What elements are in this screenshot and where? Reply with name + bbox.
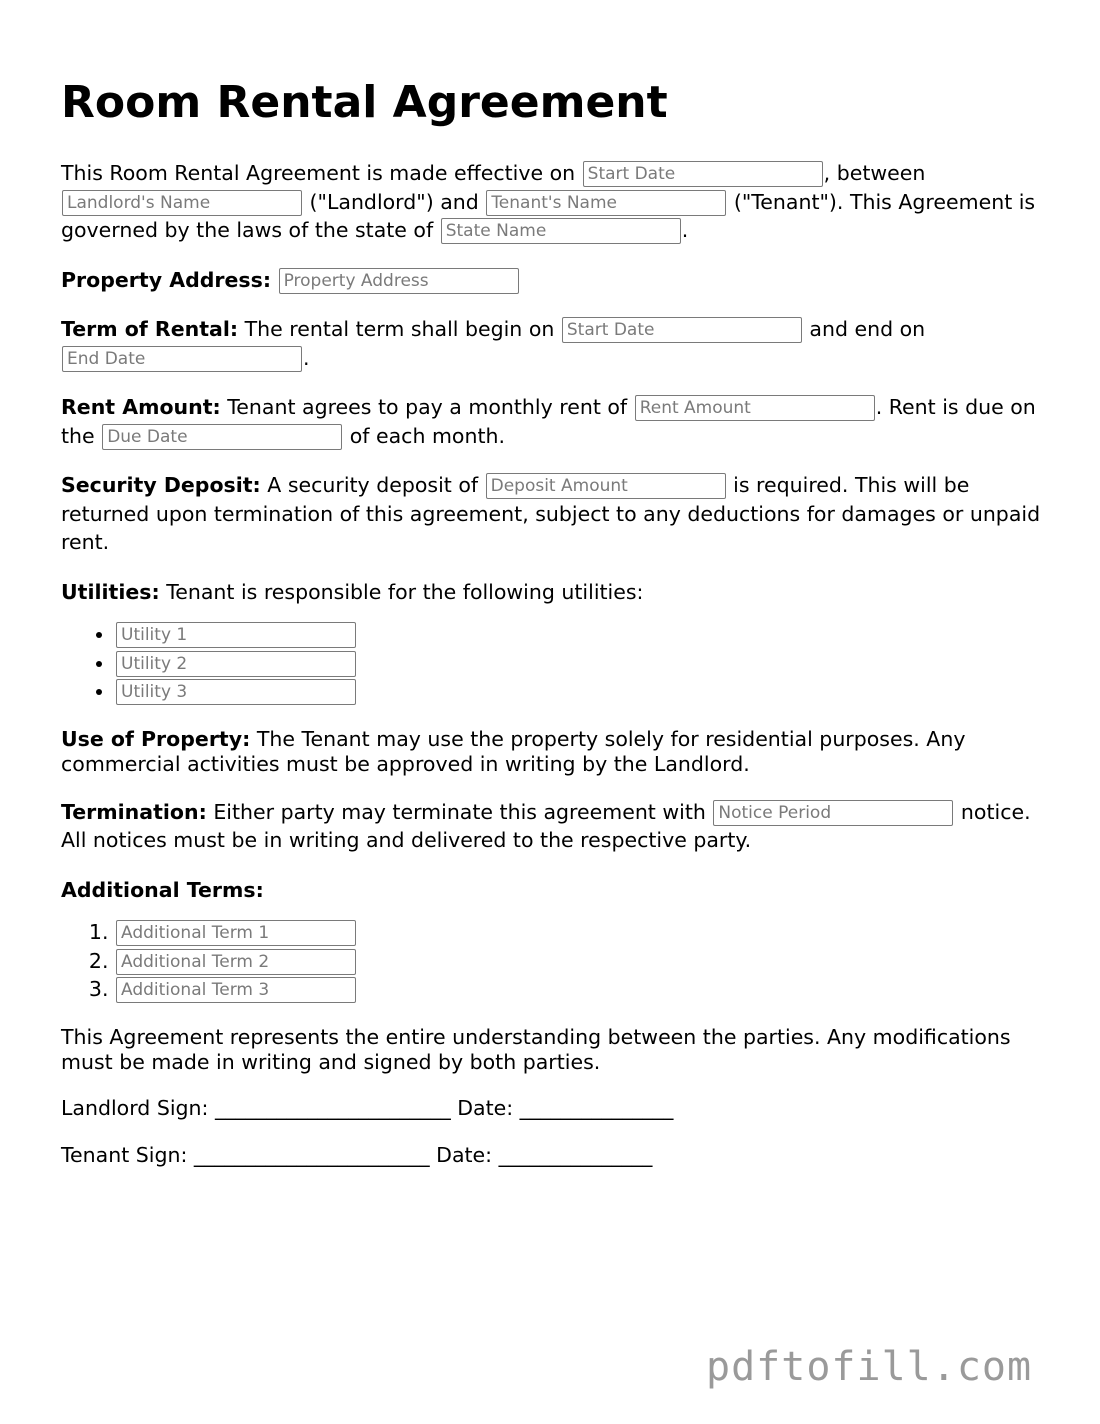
list-item [115, 975, 1046, 1004]
use-section: Use of Property: The Tenant may use the property solely for residential purposes. Any commercial activities must be approved in writing by the Landlord. [61, 726, 966, 776]
termination-label: Termination: [61, 799, 207, 824]
watermark: pdftofill.com [706, 1344, 1033, 1390]
additional-term-3-field[interactable] [116, 977, 356, 1003]
notice-period-field[interactable] [713, 800, 953, 826]
additional-terms-label: Additional Terms: [61, 877, 264, 902]
list-item [115, 620, 1046, 649]
additional-terms-section [61, 876, 1046, 905]
additional-term-2-field[interactable] [116, 949, 356, 975]
utilities-label: Utilities: [61, 579, 160, 604]
tenant-name-field[interactable] [486, 190, 726, 216]
list-item [115, 947, 1046, 976]
term-section: Term of Rental: The rental term shall begin on Start Date and end on End Date. [61, 315, 1046, 372]
list-item [115, 918, 1046, 947]
closing-paragraph: This Agreement represents the entire understanding between the parties. Any modifications must be made in writing and signed by both parties. [61, 1024, 1011, 1074]
use-label: Use of Property: [61, 726, 251, 751]
intro-paragraph: This Room Rental Agreement is made effective on Start Date , between Landlord's Name ("Landlord") and Tenant's Name ("Tenant"). This Agreement is governed by the laws of the state of State Name . [61, 159, 1046, 245]
landlord-signature-line: Landlord Sign: _______________________ Date: _______________ [61, 1095, 674, 1120]
utilities-list [61, 620, 1046, 706]
deposit-section: Security Deposit: A security deposit of Deposit Amount is required. This will be returned upon termination of this agreement, subject to any deductions for damages or unpaid rent. [61, 471, 1046, 557]
document-page [61, 74, 1046, 1170]
list-item [115, 677, 1046, 706]
utility-3-field[interactable] [116, 679, 356, 705]
deposit-label: Security Deposit: [61, 473, 261, 497]
deposit-amount-field[interactable] [486, 473, 726, 499]
term-start-date-field[interactable] [562, 317, 802, 343]
landlord-name-field[interactable] [62, 190, 302, 216]
term-end-date-field[interactable] [62, 346, 302, 372]
rent-section: Rent Amount: Tenant agrees to pay a monthly rent of Rent Amount . Rent is due on the Due Date of each month. [61, 393, 1046, 450]
termination-section: Termination: Either party may terminate this agreement with Notice Period notice. All notices must be in writing and delivered to the respective party. [61, 798, 1046, 855]
rent-due-date-field[interactable] [102, 424, 342, 450]
property-address-section [61, 266, 1046, 295]
list-item [115, 649, 1046, 678]
state-name-field[interactable] [441, 218, 681, 244]
document-title: Room Rental Agreement [61, 77, 668, 128]
rent-label: Rent Amount: [61, 395, 221, 419]
tenant-signature-line: Tenant Sign: _______________________ Date: _______________ [61, 1143, 653, 1167]
utility-2-field[interactable] [116, 651, 356, 677]
additional-terms-list [61, 918, 1046, 1004]
effective-start-date-field[interactable] [583, 161, 823, 187]
property-address-label: Property Address: [61, 267, 272, 292]
term-label: Term of Rental: [61, 317, 239, 341]
property-address-field[interactable] [279, 268, 519, 294]
utility-1-field[interactable] [116, 622, 356, 648]
utilities-section: Utilities: Tenant is responsible for the following utilities: [61, 579, 644, 604]
additional-term-1-field[interactable] [116, 920, 356, 946]
rent-amount-field[interactable] [635, 395, 875, 421]
